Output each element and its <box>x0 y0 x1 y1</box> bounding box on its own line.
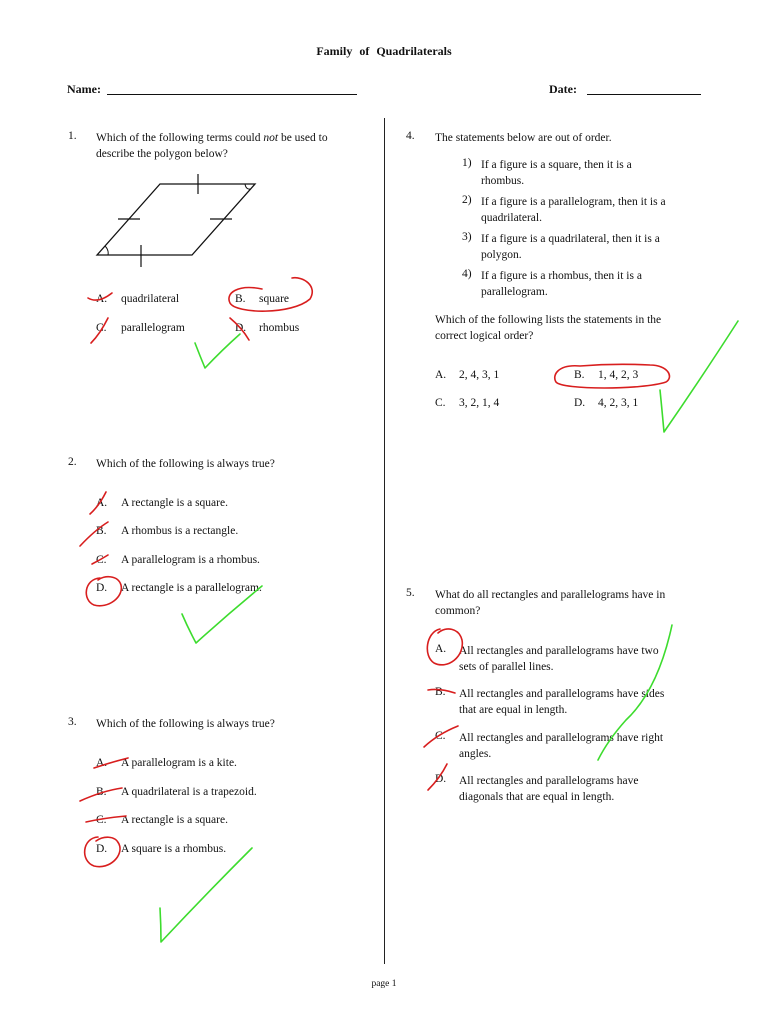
q4-statement-1 <box>481 157 632 189</box>
q5-option-a[interactable] <box>459 643 659 675</box>
q1-text-not: not <box>263 132 279 144</box>
q4-statement-1-number: 1) <box>462 157 472 169</box>
name-label: Name: <box>67 82 101 96</box>
q4-option-a-letter: A. <box>435 369 447 381</box>
q1-text-line2: describe the polygon below? <box>96 148 228 160</box>
q3-option-d[interactable]: A square is a rhombus. <box>121 843 227 855</box>
q5-text <box>435 587 665 619</box>
q3-option-b-letter: B. <box>96 786 107 798</box>
q1-checkmark <box>195 334 240 368</box>
q4-statement-4-number: 4) <box>462 268 472 280</box>
q5-option-b-letter: B. <box>435 686 446 698</box>
q5-option-d-line2: diagonals that are equal in length. <box>459 791 615 803</box>
q1-option-d-letter: D. <box>235 322 247 334</box>
q4-option-d-letter: D. <box>574 397 586 409</box>
q4-checkmark <box>660 321 738 432</box>
q3-option-d-letter: D. <box>96 843 108 855</box>
q5-option-b-line2: that are equal in length. <box>459 704 568 716</box>
q2-text: Which of the following is always true? <box>96 458 275 470</box>
q1-text <box>96 130 364 162</box>
q3-option-a-letter: A. <box>96 757 108 769</box>
page-number: page 1 <box>371 979 397 989</box>
q2-option-b-letter: B. <box>96 525 107 537</box>
q4-statement-3 <box>481 231 660 263</box>
column-divider <box>384 118 385 964</box>
q5-option-c-line2: angles. <box>459 748 492 760</box>
q2-option-a[interactable]: A rectangle is a square. <box>121 497 228 509</box>
q4-intro: The statements below are out of order. <box>435 132 612 144</box>
q1-text-part-a: Which of the following terms could <box>96 132 261 144</box>
q4-statement-4-line1: If a figure is a rhombus, then it is a <box>481 270 642 282</box>
q4-option-b-letter: B. <box>574 369 585 381</box>
q4-statement-3-line1: If a figure is a quadrilateral, then it is a <box>481 233 660 245</box>
q1-option-b[interactable]: square <box>259 293 290 305</box>
q4-statement-2-number: 2) <box>462 194 472 206</box>
q2-checkmark <box>182 586 262 643</box>
q4-question-line1: Which of the following lists the statements in the <box>435 314 662 326</box>
q5-option-b[interactable] <box>459 686 664 718</box>
q4-option-d[interactable]: 4, 2, 3, 1 <box>598 397 639 409</box>
q3-text: Which of the following is always true? <box>96 718 275 730</box>
q5-text-line2: common? <box>435 605 481 617</box>
q2-option-c-letter: C. <box>96 554 107 566</box>
date-field[interactable] <box>587 94 701 95</box>
q4-option-c-letter: C. <box>435 397 446 409</box>
q4-statement-1-line2: rhombus. <box>481 175 525 187</box>
q4-question <box>435 312 661 344</box>
q1-option-b-letter: B. <box>235 293 246 305</box>
q4-statement-2-line2: quadrilateral. <box>481 212 542 224</box>
q5-option-c-line1: All rectangles and parallelograms have right <box>459 732 664 744</box>
q2-option-c[interactable]: A parallelogram is a rhombus. <box>121 554 260 566</box>
q3-checkmark <box>160 848 252 942</box>
rhombus-figure <box>90 170 270 270</box>
page-title: Family of Quadrilaterals <box>316 44 452 58</box>
q1-option-c-letter: C. <box>96 322 107 334</box>
date-label: Date: <box>549 82 577 96</box>
q1-option-a[interactable]: quadrilateral <box>121 293 180 305</box>
q4-statement-3-line2: polygon. <box>481 249 522 261</box>
q4-statement-1-line1: If a figure is a square, then it is a <box>481 159 632 171</box>
q1-number: 1. <box>68 130 77 142</box>
q2-option-b[interactable]: A rhombus is a rectangle. <box>121 525 239 537</box>
q4-option-b[interactable]: 1, 4, 2, 3 <box>598 369 639 381</box>
q3-option-c-letter: C. <box>96 814 107 826</box>
q5-option-d-line1: All rectangles and parallelograms have <box>459 775 639 787</box>
q4-number: 4. <box>406 130 415 142</box>
q4-option-a[interactable]: 2, 4, 3, 1 <box>459 369 500 381</box>
q1-option-a-letter: A. <box>96 293 108 305</box>
q2-option-d-letter: D. <box>96 582 108 594</box>
q4-statement-4 <box>481 268 642 300</box>
q2-option-d[interactable]: A rectangle is a parallelogram. <box>121 582 262 594</box>
q1-option-d[interactable]: rhombus <box>259 322 300 334</box>
q4-statement-2-line1: If a figure is a parallelogram, then it is a <box>481 196 666 208</box>
q3-option-b[interactable]: A quadrilateral is a trapezoid. <box>121 786 257 798</box>
q2-number: 2. <box>68 456 77 468</box>
q2-option-a-letter: A. <box>96 497 108 509</box>
q5-option-a-line1: All rectangles and parallelograms have two <box>459 645 659 657</box>
q5-text-line1: What do all rectangles and parallelograms have in <box>435 589 666 601</box>
q5-option-c[interactable] <box>459 730 663 762</box>
q5-option-d-letter: D. <box>435 773 447 785</box>
q5-number: 5. <box>406 587 415 599</box>
q5-option-b-line1: All rectangles and parallelograms have sides <box>459 688 665 700</box>
q4-statement-2 <box>481 194 666 226</box>
q5-option-a-letter: A. <box>435 643 447 655</box>
name-field[interactable] <box>107 94 357 95</box>
q5-option-c-letter: C. <box>435 730 446 742</box>
q4-statement-4-line2: parallelogram. <box>481 286 548 298</box>
q3-option-a[interactable]: A parallelogram is a kite. <box>121 757 237 769</box>
q5-option-a-line2: sets of parallel lines. <box>459 661 554 673</box>
q4-question-line2: correct logical order? <box>435 330 534 342</box>
q1-text-part-b: be used to <box>280 132 328 144</box>
q3-number: 3. <box>68 716 77 728</box>
q1-option-c[interactable]: parallelogram <box>121 322 185 334</box>
q4-option-c[interactable]: 3, 2, 1, 4 <box>459 397 500 409</box>
q5-option-d[interactable] <box>459 773 638 805</box>
q3-option-c[interactable]: A rectangle is a square. <box>121 814 228 826</box>
q4-statement-3-number: 3) <box>462 231 472 243</box>
